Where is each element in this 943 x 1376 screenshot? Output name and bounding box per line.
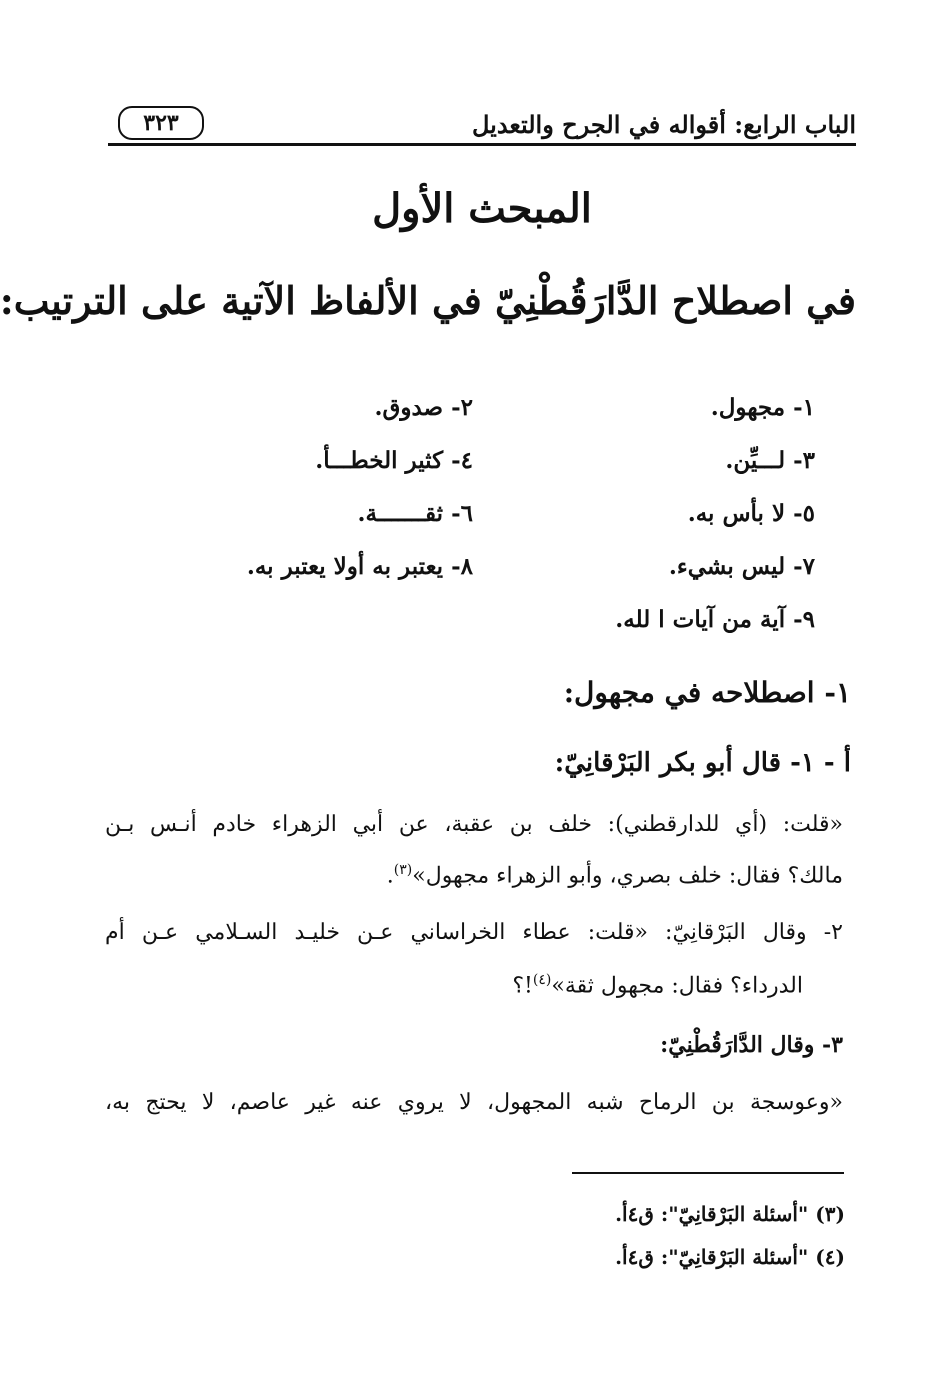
term-item: ٩- آية من آيات ا لله. xyxy=(615,606,815,633)
footnote-ref: (٣) xyxy=(393,862,413,878)
paragraph-line: ٣- وقال الدَّارَقُطْنِيّ: xyxy=(660,1032,843,1058)
term-item: ٤- كثير الخطـــأ. xyxy=(315,447,473,474)
chapter-title: الباب الرابع: أقواله في الجرح والتعديل xyxy=(471,110,856,139)
term-item: ٣- لـــيِّن. xyxy=(725,447,815,474)
footnote: (٣) "أسئلة البَرْقانِيّ": ق٤أ. xyxy=(615,1202,845,1226)
term-item: ٥- لا بأس به. xyxy=(687,500,815,527)
paragraph-line: ٢- وقال البَرْقانِيّ: «قلت: عطاء الخراساني عـن خليـد السـلامي عـن أم xyxy=(105,920,843,945)
paragraph-line: «قلت: (أي للدارقطني): خلف بن عقبة، عن أبي الزهراء خادم أنـس بـن xyxy=(105,812,843,837)
section-title: المبحث الأول xyxy=(372,185,592,232)
paragraph-line: مالك؟ فقال: خلف بصري، وأبو الزهراء مجهول»$^{(٣)}$. xyxy=(386,862,843,889)
quote-text: الدرداء؟ فقال: مجهول ثقة» xyxy=(551,973,803,999)
term-item: ٦- ثقـــــــة. xyxy=(357,500,473,527)
part-subheading: أ - ١- قال أبو بكر البَرْقانِيّ: xyxy=(554,748,851,778)
footnote: (٤) "أسئلة البَرْقانِيّ": ق٤أ. xyxy=(615,1245,845,1269)
term-item: ١- مجهول. xyxy=(710,394,815,421)
part-heading: ١- اصطلاحه في مجهول: xyxy=(563,676,851,709)
header-rule xyxy=(108,143,856,146)
paragraph-line: «وعوسجة بن الرماح شبه المجهول، لا يروي عنه غير عاصم، لا يحتج به، xyxy=(105,1090,843,1115)
term-item: ٢- صدوق. xyxy=(374,394,473,421)
page-number: ٣٢٣ xyxy=(118,106,204,140)
footnote-rule xyxy=(572,1172,844,1174)
term-item: ٧- ليس بشيء. xyxy=(668,553,815,580)
quote-text: مالك؟ فقال: خلف بصري، وأبو الزهراء مجهول» xyxy=(412,863,843,889)
section-subtitle: في اصطلاح الدَّارَقُطْنِيّ في الألفاظ الآتية على الترتيب: xyxy=(0,278,856,323)
punctuation: !؟ xyxy=(512,973,533,999)
running-header xyxy=(108,104,856,146)
term-item: ٨- يعتبر به أولا يعتبر به. xyxy=(246,553,473,580)
paragraph-line xyxy=(203,972,803,998)
footnote-ref: (٤) xyxy=(532,972,552,988)
